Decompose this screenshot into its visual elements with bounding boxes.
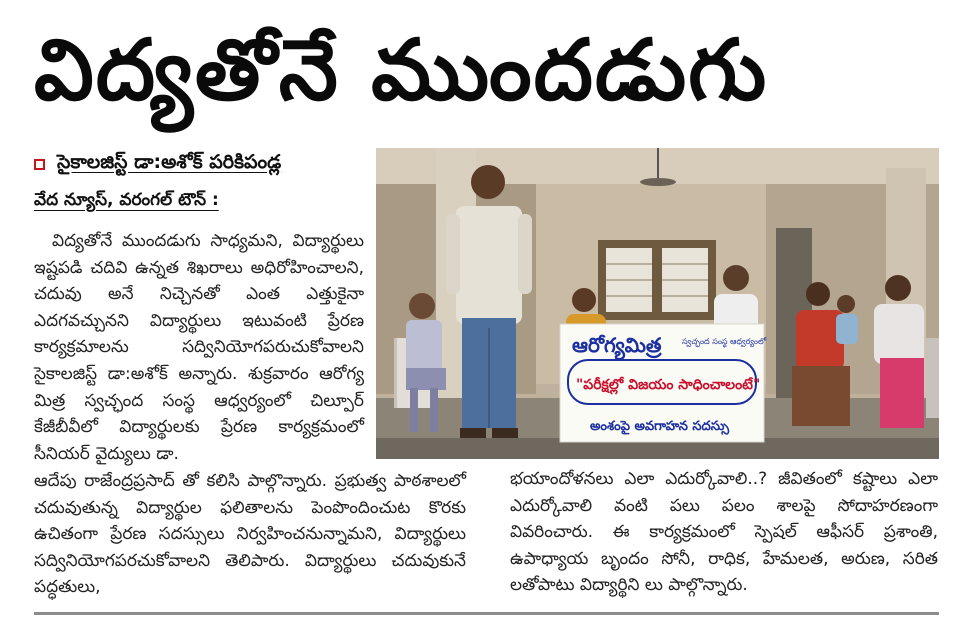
banner-footer: అంశంపై అవగాహన సదస్సు: [590, 419, 730, 434]
headline: విద్యతోనే ముందడుగు: [34, 21, 769, 119]
photo-illustration: [376, 148, 939, 459]
article-column-left: [34, 228, 364, 467]
banner-subtitle: స్వచ్ఛంద సంస్థ ఆధ్వర్యంలో: [682, 337, 767, 346]
banner-title: ఆరోగ్యమిత్ర: [572, 333, 662, 357]
article-paragraph: విద్యతోనే ముందడుగు సాధ్యమని, విద్యార్థులు ఇష్టపడి చదివి ఉన్నత శిఖరాలు అధిరోహించాలని, చదువు అనే నిచ్చెనతో ఎంత ఎత్తుకైనా ఎదగవచ్చునని విద్యార్థులు ఇటువంటి ప్రేరణ కార్యక్రమాలను సద్వినియోగపరుచుకోవాలని సైకాలజిస్ట్ డా:అశోక్ అన్నారు. శుక్రవారం ఆరోగ్య మిత్ర స్వచ్ఛంద సంస్థ ఆధ్వర్యంలో చిల్పూర్ కేజీబీవీలో విద్యార్థులకు ప్రేరణ కార్యక్రమంలో సీనియర్ వైద్యులు డా.: [34, 231, 364, 464]
byline: [34, 150, 281, 178]
article-column-left-wide: [34, 468, 466, 601]
byline-author: సైకాలజిస్ట్ డా:అశోక్ పరికిపండ్ల: [57, 150, 282, 173]
article-paragraph: ఆదేపు రాజేంద్రప్రసాద్ తో కలిసి పాల్గొన్నారు. ప్రభుత్వ పాఠశాలలో చదువుతున్న విద్యార్థుల ఫలితాలను పెంపొందించుట కొరకు ఉచితంగా ప్రేరణ సదస్సులు నిర్వహించనున్నామని, విద్యార్థులు సద్వినియోగపరచుకోవాలని తెలిపారు. విద్యార్థులు చదువుకునే పద్ధతులు,: [34, 471, 466, 598]
bullet-square-icon: [34, 159, 45, 170]
news-photo: [376, 148, 939, 459]
article-paragraph: భయాందోళనలు ఎలా ఎదుర్కోవాలి..? జీవితంలో కష్టాలు ఎలా ఎదుర్కోవాలి వంటి పలు పలం శాలపై సోదాహరణంగా వివరించారు. ఈ కార్యక్రమంలో స్పెషల్ ఆఫీసర్ ప్రశాంతి, ఉపాధ్యాయ బృందం సోనీ, రాధిక, హేమలత, అరుణ, సరిత లతోపాటు విద్యార్థిని లు పాల్గొన్నారు.: [510, 469, 938, 596]
dateline: వేద న్యూస్, వరంగల్ టౌన్ :: [34, 190, 219, 210]
article-column-right: [510, 466, 938, 599]
banner-slogan: "పరీక్షల్లో విజయం సాధించాలంటే": [576, 377, 761, 393]
bottom-rule: [34, 612, 939, 615]
